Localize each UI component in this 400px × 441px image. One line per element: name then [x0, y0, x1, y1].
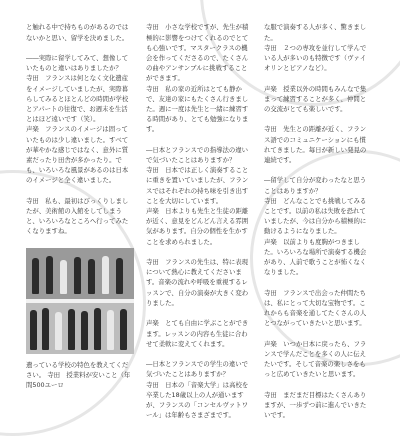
article-column-3: [264, 2, 370, 441]
person-figure: [74, 257, 81, 294]
person-figure: [68, 309, 75, 350]
person-figure: [102, 256, 109, 294]
student-photo: [26, 248, 134, 354]
article-column-2: [146, 2, 252, 441]
column-2-text: 寺田 小さな学校ですが、先生が積極的に影響をつけてくれるのでとても心強いです。マスタークラスの機会を作ってくださるので、たくさんの曲やアンサンブルに挑戦することができます。 寺田 私の家の近所はとても静かで、友達の家にもたくさん行きました。週に一度は先生と一緒に練習する時間があり、とても勉強になります。 ―日本とフランスでの指導法の違いで気づいたことはありますか？ 寺田 日本では正しく演奏することに重きを置いていましたが、フランスではそれぞれの持ち味を引き出すことを大切にしています。 声楽 日本よりも先生と生徒の距離が近く、意見をどんどん言える雰囲気があります。自分の個性を生かすことを求められました。 寺田 フランスの先生は、特に表現について熱心に教えてくださいます。音楽の流れや呼吸を重視するレッスンで、自分の演奏が大きく変わりました。 声楽 とても自由に学ぶことができます。レッスンの内容も生徒に合わせて柔軟に変えてくれます。 ―日本とフランスでの学生の違いで気づいたことはありますか？ 寺田 日本の「音楽大学」は高校を卒業した18歳以上の人が通いますが、フランスの「コンセルヴァトワール」は年齢もさまざまです。: [146, 23, 249, 420]
person-figure: [81, 311, 88, 350]
person-figure: [46, 256, 53, 294]
person-figure: [30, 310, 37, 350]
person-figure: [116, 258, 123, 294]
column-1-bottom-text: 遺っている学校の特色を教えてください。 寺田 授業料が安いこと（年間500ユーロ: [26, 361, 131, 390]
person-figure: [60, 260, 67, 294]
person-figure: [32, 258, 39, 294]
person-figure: [88, 259, 95, 294]
person-figure: [94, 308, 101, 350]
person-figure: [120, 309, 127, 350]
person-figure: [55, 312, 62, 350]
person-figure: [107, 310, 114, 350]
person-figure: [42, 308, 49, 350]
column-1-text: と触れる中で持ちものがあるのではないかと思い、留学を決めました。 ――実際に留学してみて、想像していたものと違いはありましたか？ 寺田 フランスは何となく文化遺産をイメージしていましたが、実際暮らしてみるとほとんどの時間が学校とアパートの往復で、お週末を生活とはほど遠いです（笑）。 声楽 フランスのイメージは固っていたものは少し違いました。すべてが華やかな感じではなく、意外に質素だったり田舎が多かったり。でも、いろいろな風景があるのは日本のイメージと全く違いました。 寺田 私も、最初はびっくりしましたが、美術館の入館をしてしまうと、いろいろなところへ行ってみたくなりますね。: [26, 23, 129, 236]
column-3-text: な服で演奏する人が多く、驚きました。 寺田 ２つの専攻を並行して学んでいる人が多いのも特徴です（ヴァイオリンとピアノなど）。 声楽 授業以外の時間もみんなで集まって練習することが多く、仲間との交流がとても楽しいです。 寺田 先生との距離が近く、フランス語でのコミュニケーションにも慣れてきました。毎日が新しい発見の連続です。 ―留学して自分が変わったなと思うことはありますか？ 寺田 どんなことでも挑戦してみることです。以前の私は失敗を恐れていましたが、今は自分から積極的に動けるようになりました。 声楽 以前よりも度胸がつきました。いろいろな場所で演奏する機会があり、人前で歌うことが怖くなくなりました。 寺田 フランスで出会った仲間たちは、私にとって大切な宝物です。これからも音楽を通してたくさんの人とつながっていきたいと思います。 声楽 いつか日本に戻ったら、フランスで学んだことを多くの人に伝えたいです。そして音楽の楽しさをもっと広めていきたいと思います。 寺田 まだまだ目標はたくさんありますが、一歩ずつ前に進んでいきたいです。: [264, 23, 367, 420]
